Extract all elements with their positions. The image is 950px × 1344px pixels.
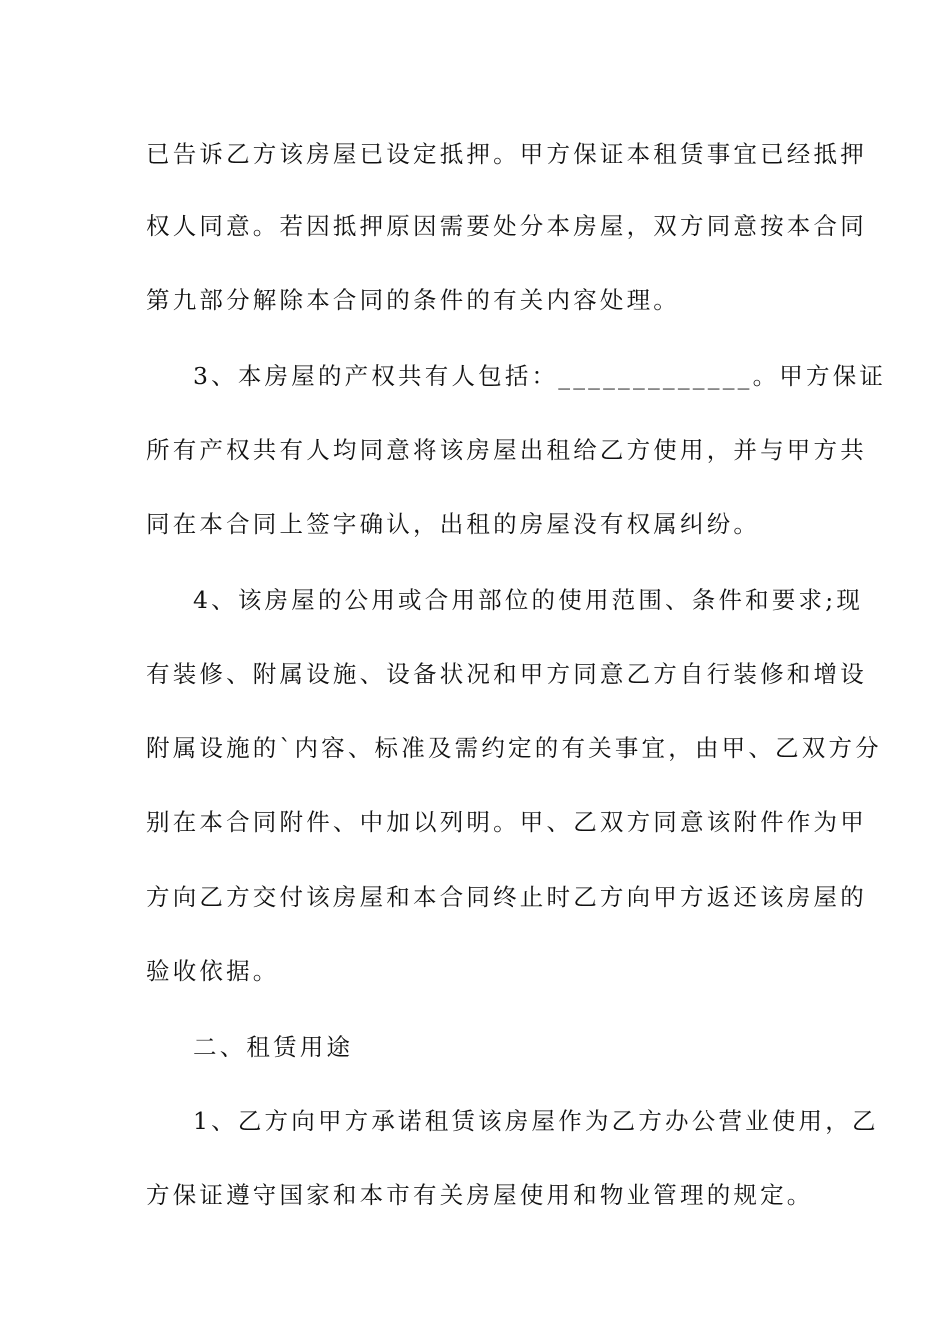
- paragraph-line: 所有产权共有人均同意将该房屋出租给乙方使用，并与甲方共: [146, 436, 867, 464]
- paragraph-line: 第九部分解除本合同的条件的有关内容处理。: [146, 286, 680, 314]
- paragraph-line: 方向乙方交付该房屋和本合同终止时乙方向甲方返还该房屋的: [146, 883, 867, 911]
- paragraph-line: 权人同意。若因抵押原因需要处分本房屋，双方同意按本合同: [146, 212, 867, 240]
- paragraph-line: 3、本房屋的产权共有人包括：_____________。甲方保证: [193, 362, 887, 390]
- paragraph-line: 别在本合同附件、中加以列明。甲、乙双方同意该附件作为甲: [146, 808, 867, 836]
- paragraph-line: 已告诉乙方该房屋已设定抵押。甲方保证本租赁事宜已经抵押: [146, 140, 867, 168]
- paragraph-line: 有装修、附属设施、设备状况和甲方同意乙方自行装修和增设: [146, 660, 867, 688]
- paragraph-line: 4、该房屋的公用或合用部位的使用范围、条件和要求;现: [193, 586, 864, 614]
- paragraph-line: 方保证遵守国家和本市有关房屋使用和物业管理的规定。: [146, 1181, 814, 1209]
- section-heading: 二、租赁用途: [193, 1033, 354, 1061]
- paragraph-line: 1、乙方向甲方承诺租赁该房屋作为乙方办公营业使用，乙: [193, 1107, 879, 1135]
- paragraph-line: 同在本合同上签字确认，出租的房屋没有权属纠纷。: [146, 510, 761, 538]
- paragraph-line: 附属设施的`内容、标准及需约定的有关事宜，由甲、乙双方分: [146, 734, 882, 762]
- paragraph-line: 验收依据。: [146, 957, 280, 985]
